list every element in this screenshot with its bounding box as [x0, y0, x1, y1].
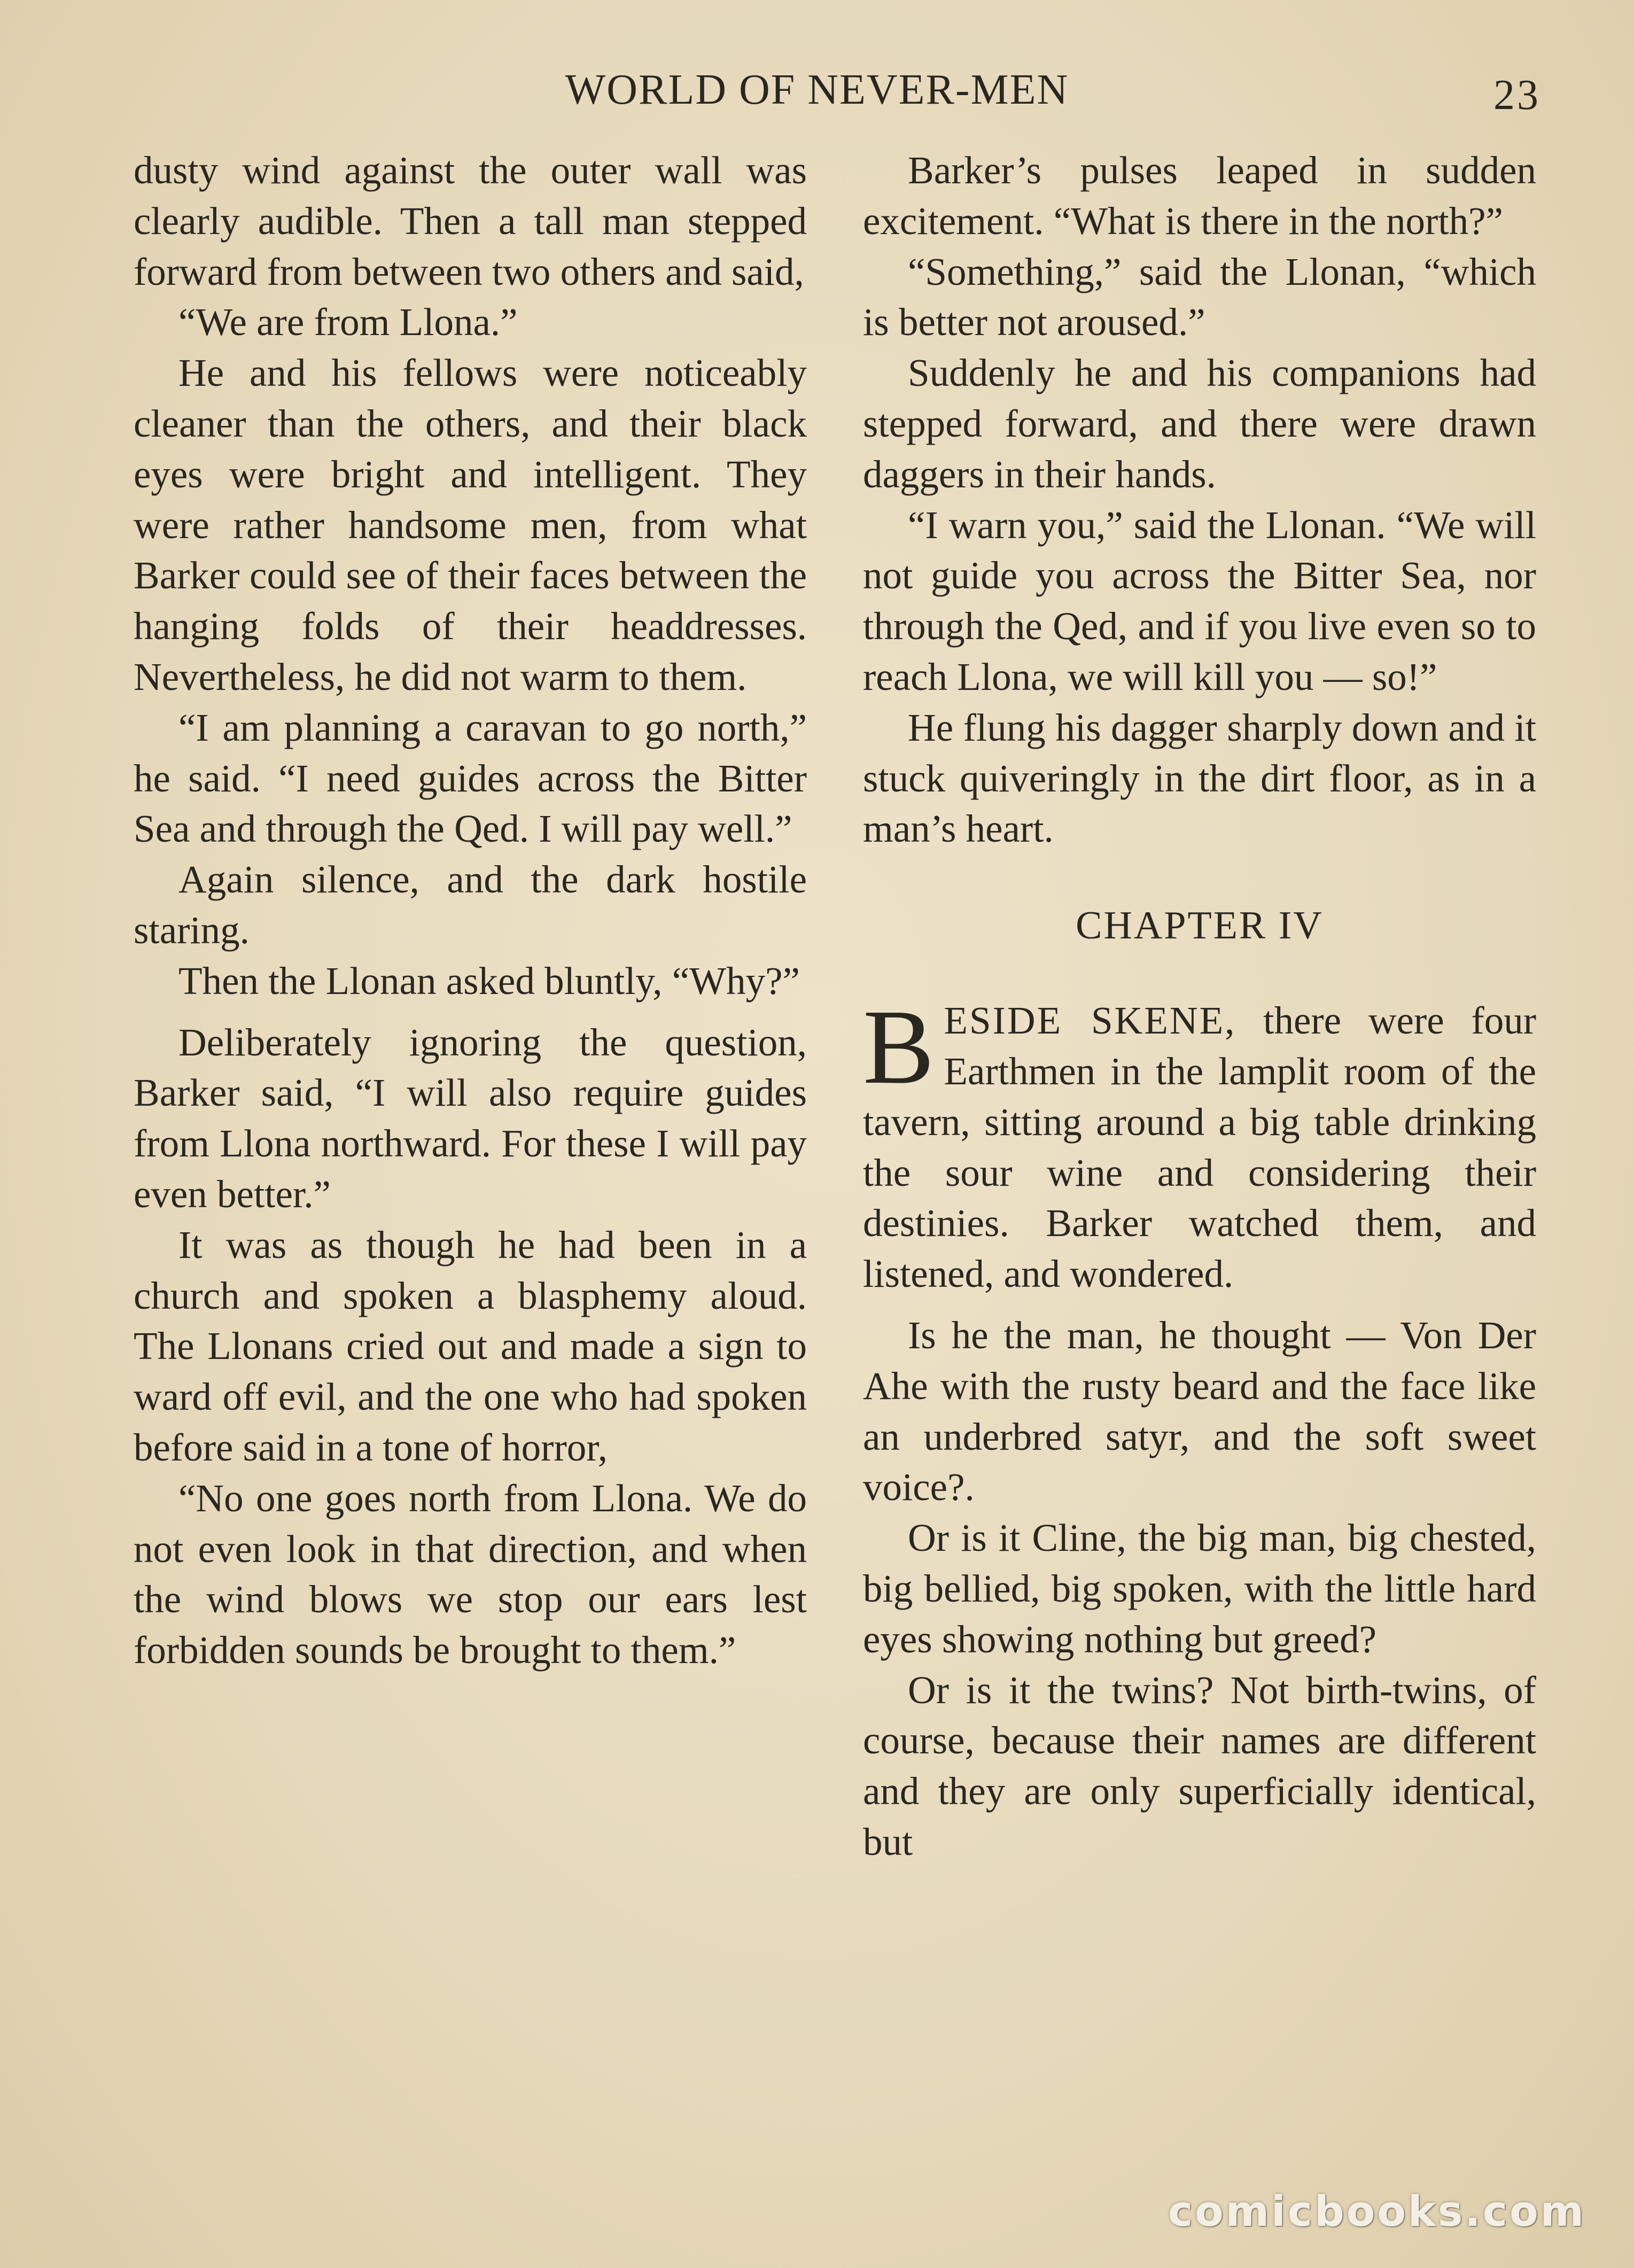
paragraph: Then the Llonan asked bluntly, “Why?”: [178, 959, 800, 1003]
paragraph: It was as though he had been in a church and spoken a blasphemy aloud. The Llonans cried out and made a sign to ward off evil, and the one who had spoken before said in a tone of horror,: [134, 1223, 807, 1469]
paragraph: “No one goes north from Llona. We do not even look in that direction, and when the wind blows we stop our ears lest forbidden sounds be brought to them.”: [134, 1476, 807, 1672]
page-number: 23: [1493, 72, 1540, 119]
opening-smallcaps: ESIDE SKENE,: [944, 999, 1236, 1043]
chapter-heading: CHAPTER IV: [1076, 904, 1324, 948]
running-title: WORLD OF NEVER-MEN: [565, 66, 1069, 113]
right-text-column: [863, 145, 1536, 1868]
paragraph: “We are from Llona.”: [178, 300, 518, 344]
opening-text: there were four Earthmen in the lamplit room of the tavern, sitting around a big table drinking the sour wine and considering their destinies. Barker watched them, and listened, and wondered.: [863, 999, 1537, 1296]
paragraph: Deliberately ignoring the question, Barker said, “I will also require guides from Llona northward. For these I will pay even better.”: [134, 1020, 807, 1216]
paragraph: “I warn you,” said the Llonan. “We will not guide you across the Bitter Sea, nor through the Qed, and if you live even so to reach Llona, we will kill you — so!”: [863, 503, 1536, 698]
chapter-opening-paragraph: [863, 988, 1537, 1300]
paragraph: “I am planning a caravan to go north,” he said. “I need guides across the Bitter Sea and through the Qed. I will pay well.”: [134, 705, 807, 851]
watermark: comicbooks.com: [1168, 2188, 1586, 2236]
paragraph: dusty wind against the outer wall was clearly audible. Then a tall man stepped forward from between two others and said,: [134, 149, 807, 293]
paragraph: Suddenly he and his companions had stepped forward, and there were drawn daggers in their hands.: [863, 351, 1536, 496]
paragraph: Barker’s pulses leaped in sudden excitement. “What is there in the north?”: [863, 149, 1536, 243]
paragraph: Or is it Cline, the big man, big chested, big bellied, big spoken, with the little hard eyes showing nothing but greed?: [863, 1516, 1536, 1661]
paragraph: Is he the man, he thought — Von Der Ahe with the rusty beard and the face like an underbred satyr, and the soft sweet voice?.: [863, 1313, 1536, 1509]
left-text-column: [134, 145, 807, 1676]
paragraph: “Something,” said the Llonan, “which is better not aroused.”: [863, 250, 1536, 344]
page-header: [0, 63, 1634, 119]
drop-cap: B: [863, 988, 935, 1107]
paragraph: Or is it the twins? Not birth-twins, of course, because their names are different and they are only superficially identical, but: [863, 1668, 1536, 1863]
paragraph: He flung his dagger sharply down and it stuck quiveringly in the dirt floor, as in a man’s heart.: [863, 705, 1536, 851]
paragraph: He and his fellows were noticeably cleaner than the others, and their black eyes were bright and intelligent. They were rather handsome men, from what Barker could see of their faces between the hanging folds of their headdresses. Nevertheless, he did not warm to them.: [134, 351, 807, 698]
paragraph: Again silence, and the dark hostile staring.: [134, 858, 807, 952]
